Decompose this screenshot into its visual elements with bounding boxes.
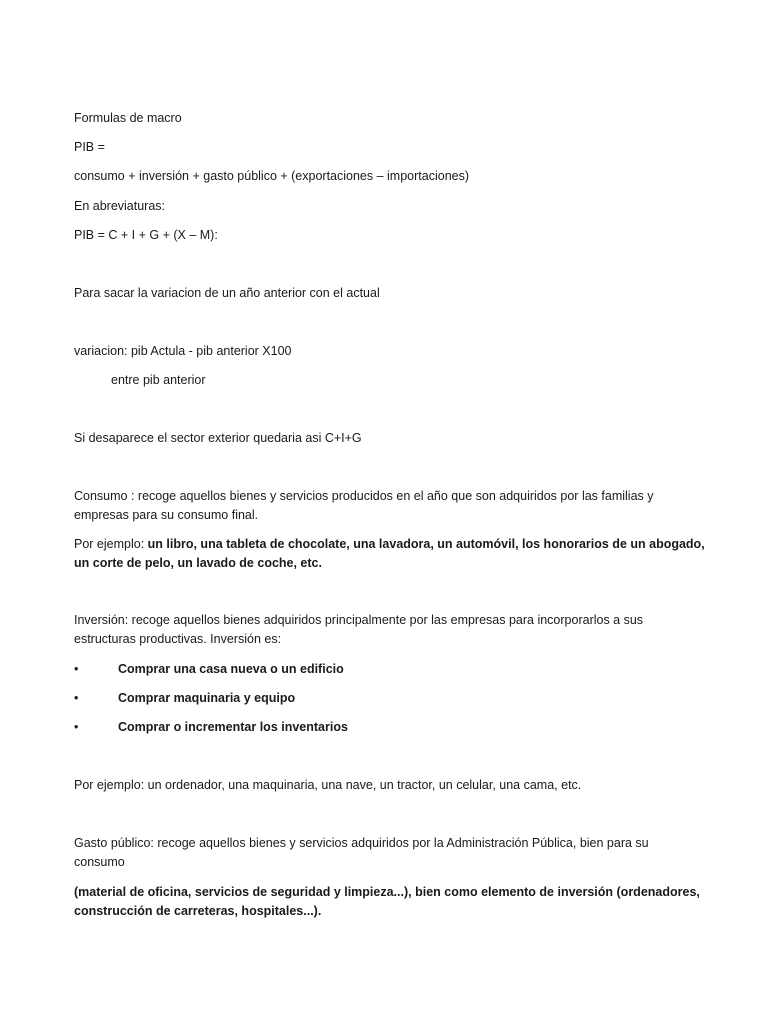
bullet-icon: •	[74, 720, 79, 734]
gasto-definition-line2: consumo	[74, 855, 125, 869]
variation-denominator: entre pib anterior	[111, 373, 206, 387]
consumo-example-bold: un libro, una tableta de chocolate, una lavadora, un automóvil, los honorarios de un abogado,	[147, 537, 705, 551]
consumo-example-line2: un corte de pelo, un lavado de coche, etc.	[74, 556, 322, 570]
inversion-bullet-3: Comprar o incrementar los inventarios	[118, 720, 348, 734]
gasto-definition-line1: Gasto público: recoge aquellos bienes y servicios adquiridos por la Administración Pública, bien para su	[74, 836, 649, 850]
consumo-definition-line2: empresas para su consumo final.	[74, 508, 259, 522]
consumo-example-prefix: Por ejemplo:	[74, 537, 148, 551]
consumo-example-line1	[74, 535, 704, 554]
abbreviations-label: En abreviaturas:	[74, 199, 166, 213]
inversion-bullet-2: Comprar maquinaria y equipo	[118, 691, 296, 705]
inversion-definition-line2: estructuras productivas. Inversión es:	[74, 632, 282, 646]
variation-intro: Para sacar la variacion de un año anterior con el actual	[74, 286, 380, 300]
no-exterior-sector: Si desaparece el sector exterior quedaria asi C+I+G	[74, 431, 362, 445]
inversion-example: Por ejemplo: un ordenador, una maquinaria, una nave, un tractor, un celular, una cama, etc.	[74, 778, 582, 792]
bullet-icon: •	[74, 662, 79, 676]
inversion-bullet-1: Comprar una casa nueva o un edificio	[118, 662, 344, 676]
abbreviated-formula: PIB = C + I + G + (X – M):	[74, 228, 218, 242]
pib-formula: consumo + inversión + gasto público + (exportaciones – importaciones)	[74, 169, 470, 183]
bullet-icon: •	[74, 691, 79, 705]
gasto-example-line1: (material de oficina, servicios de seguridad y limpieza...), bien como elemento de inversión (ordenadores,	[74, 885, 700, 899]
inversion-definition-line1: Inversión: recoge aquellos bienes adquiridos principalmente por las empresas para incorporarlos a sus	[74, 613, 644, 627]
consumo-definition-line1: Consumo : recoge aquellos bienes y servicios producidos en el año que son adquiridos por las familias y	[74, 489, 654, 503]
document-title: Formulas de macro	[74, 111, 182, 125]
gasto-example-line2: construcción de carreteras, hospitales...).	[74, 904, 322, 918]
pib-label: PIB =	[74, 140, 105, 154]
variation-formula: variacion: pib Actula - pib anterior X100	[74, 344, 292, 358]
